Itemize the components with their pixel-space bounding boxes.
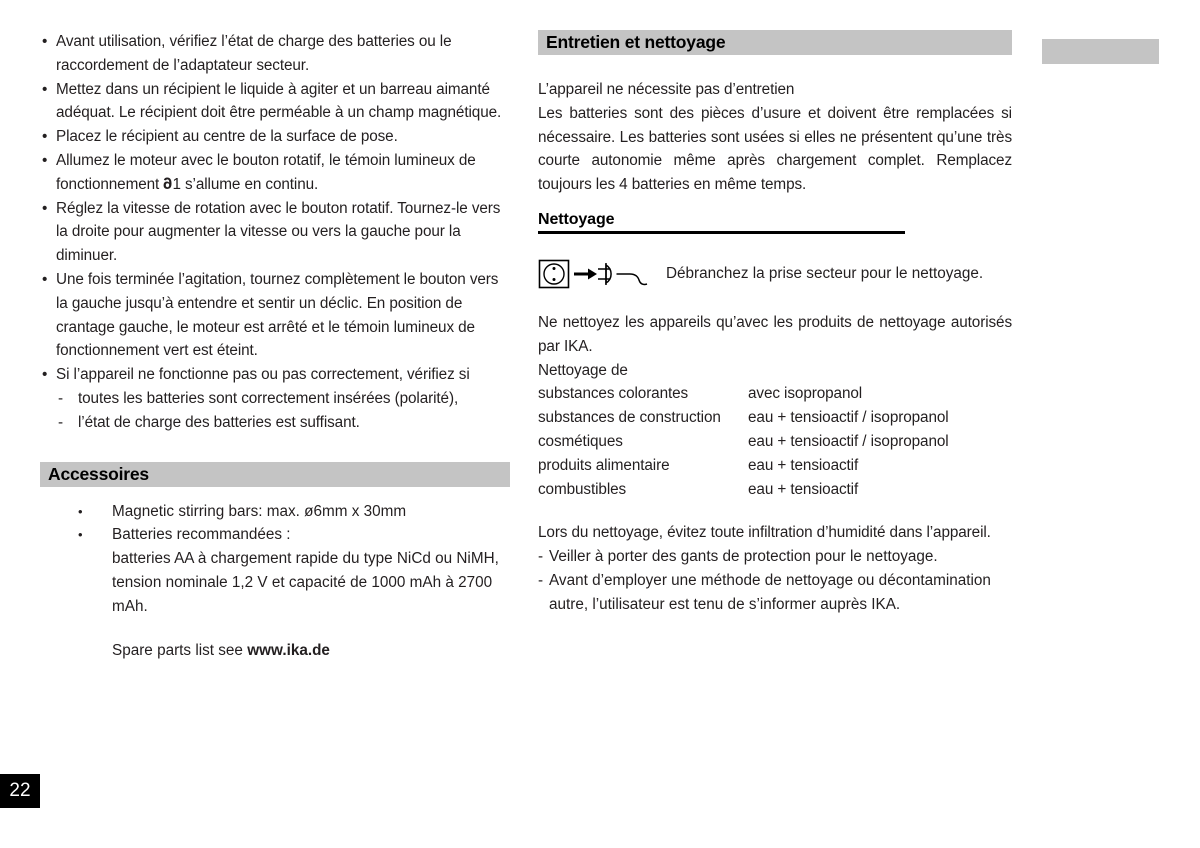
bullet-icon: • — [42, 366, 48, 384]
unplug-socket-plug-icon — [538, 257, 652, 291]
dash-icon: - — [58, 389, 63, 407]
agent-cell: eau + tensioactif / isopropanol — [748, 432, 949, 450]
list-item-text-suffix: 1 s’allume en continu. — [172, 175, 319, 193]
nettoyage-subsection — [538, 211, 1012, 234]
page-number-badge — [0, 774, 40, 808]
bullet-icon: • — [78, 527, 83, 543]
page-number-text: 22 — [9, 780, 31, 801]
list-item-text: Allumez le moteur avec le bouton rotatif, le témoin lumineux de fonctionnement — [56, 151, 476, 193]
table-row — [538, 430, 1012, 454]
list-item-text: toutes les batteries sont correctement insérées (polarité), — [78, 389, 459, 407]
nettoyage-heading: Nettoyage — [538, 210, 615, 228]
list-item-text: Réglez la vitesse de rotation avec le bouton rotatif. Tournez-le vers la droite pour augmenter la vitesse ou vers la gauche pour la diminuer. — [56, 199, 501, 265]
substance-cell: substances colorantes — [538, 385, 689, 403]
dash-icon: - — [538, 571, 544, 589]
bullet-icon: • — [42, 270, 48, 288]
agent-cell: eau + tensioactif — [748, 456, 859, 474]
cleaning-intro-paragraph: Ne nettoyez les appareils qu’avec les produits de nettoyage autorisés par IKA. — [538, 313, 1012, 355]
table-row — [538, 454, 1012, 478]
accessoires-section-header — [40, 462, 510, 487]
maintenance-line: L’appareil ne nécessite pas d’entretien — [538, 81, 795, 98]
accessories-list — [40, 500, 510, 548]
unplug-notice-row — [538, 257, 1012, 291]
bullet-icon: • — [42, 80, 48, 98]
list-item-text: Avant utilisation, vérifiez l’état de charge des batteries ou le raccordement de l’adaptateur secteur. — [56, 33, 452, 74]
list-item — [40, 78, 510, 126]
maintenance-paragraph: Les batteries sont des pièces d’usure et doivent être remplacées si nécessaire. Les batteries sont usées si elles ne présentent qu’une très courte autonomie même après chargement complet. Remplacez toujours les 4 batteries en même temps. — [538, 104, 1012, 194]
ika-website-link[interactable]: www.ika.de — [247, 641, 330, 659]
list-item — [40, 30, 510, 78]
list-item — [40, 523, 510, 547]
list-item-text: l’état de charge des batteries est suffisant. — [78, 413, 360, 431]
list-item-text: Placez le récipient au centre de la surface de pose. — [56, 128, 398, 146]
cleaning-agents-table — [538, 382, 1012, 501]
dash-icon: - — [58, 413, 63, 431]
section-title: Entretien et nettoyage — [546, 32, 726, 52]
list-item — [40, 149, 510, 197]
cleaning-table-caption: Nettoyage de — [538, 361, 628, 379]
accessories-continuation-text: batteries AA à chargement rapide du type NiCd ou NiMH, tension nominale 1,2 V et capacité de 1000 mAh à 2700 mAh. — [112, 550, 499, 615]
entretien-section-header — [538, 30, 1012, 55]
list-item — [538, 569, 1012, 617]
table-row — [538, 406, 1012, 430]
list-item — [538, 545, 1012, 569]
list-item-text: Avant d’employer une méthode de nettoyage ou décontamination autre, l’utilisateur est tenu de s’informer auprès IKA. — [549, 571, 991, 613]
bullet-icon: • — [42, 128, 48, 146]
list-item — [40, 363, 510, 434]
list-item-text: Veiller à porter des gants de protection pour le nettoyage. — [549, 548, 938, 566]
heading-rule — [538, 231, 905, 234]
sub-dash-list — [56, 387, 510, 435]
moisture-warning-paragraph: Lors du nettoyage, évitez toute infiltration d’humidité dans l’appareil. — [538, 524, 991, 542]
list-item-text: Une fois terminée l’agitation, tournez complètement le bouton vers la gauche jusqu’à entendre et sentir un déclic. En position de crantage gauche, le moteur est arrêté et le témoin lumineux de fonctionnement vert est éteint. — [56, 270, 499, 360]
spare-parts-line — [40, 639, 510, 663]
stirring-symbol-icon: 6 — [163, 174, 173, 193]
table-row — [538, 382, 1012, 406]
list-item-text: Batteries recommandées : — [112, 526, 291, 544]
section-title: Accessoires — [48, 463, 149, 484]
list-item — [40, 500, 510, 524]
substance-cell: substances de construction — [538, 409, 721, 427]
agent-cell: eau + tensioactif / isopropanol — [748, 409, 949, 427]
substance-cell: combustibles — [538, 480, 627, 498]
section-bar-stub — [1042, 39, 1159, 64]
list-item — [40, 197, 510, 268]
spare-parts-label: Spare parts list see — [112, 641, 248, 659]
left-column — [40, 30, 510, 662]
agent-cell: eau + tensioactif — [748, 480, 859, 498]
list-item-text: Si l’appareil ne fonctionne pas ou pas correctement, vérifiez si — [56, 366, 470, 384]
dash-icon: - — [538, 548, 544, 566]
bullet-icon: • — [42, 199, 48, 217]
unplug-notice-text: Débranchez la prise secteur pour le nettoyage. — [666, 265, 984, 283]
bullet-icon: • — [78, 503, 83, 519]
table-row — [538, 478, 1012, 502]
substance-cell: cosmétiques — [538, 432, 623, 450]
list-item — [40, 268, 510, 363]
cleaning-dash-list — [538, 545, 1012, 616]
right-column — [538, 30, 1012, 617]
bullet-icon: • — [42, 151, 48, 169]
agent-cell: avec isopropanol — [748, 385, 863, 403]
list-item-text: Mettez dans un récipient le liquide à agiter et un barreau aimanté adéquat. Le récipient doit être perméable à un champ magnétique. — [56, 80, 502, 122]
list-item-text: Magnetic stirring bars: max. ø6mm x 30mm — [112, 502, 407, 520]
operation-bullet-list — [40, 30, 510, 435]
substance-cell: produits alimentaire — [538, 456, 670, 474]
bullet-icon: • — [42, 33, 48, 50]
list-item — [56, 387, 510, 411]
list-item — [56, 411, 510, 435]
list-item — [40, 125, 510, 149]
